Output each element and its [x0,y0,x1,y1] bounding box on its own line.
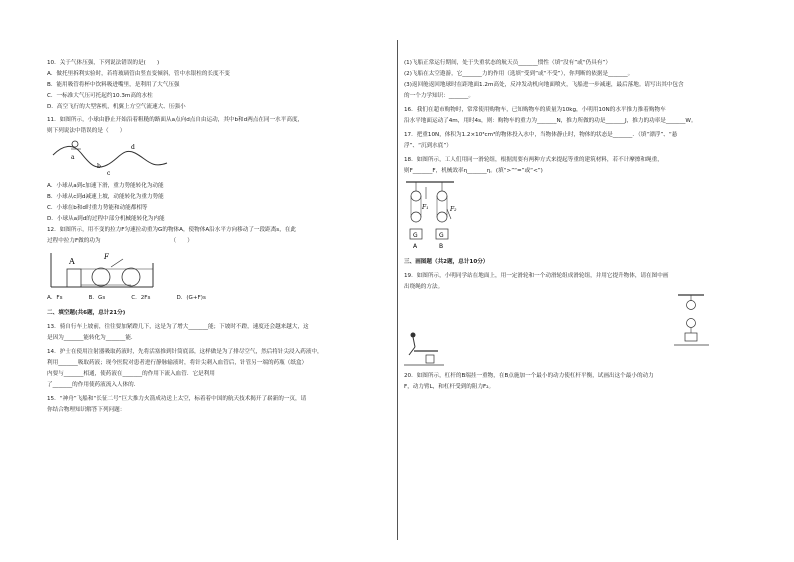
q10-stem: 10．关于气体压强，下列说法错误的是( ) [47,60,160,66]
q11-stem-2: 则下列说法中错误的是（ ） [47,128,126,134]
q17-line-1: 17．把重10N，体积为1.2×10³cm³的物体投入水中，当物体静止时，物体的状态是_______．（填“漂浮”、“悬 [404,132,678,138]
person-body [413,337,415,347]
question-18 [404,155,747,251]
q12-options [47,293,392,304]
q18-line-2: 则F_______F，机械效率η_______η。(填“>”“=”或“<”) [404,168,543,174]
q17-line-2: 浮”、“沉到水底”） [404,143,452,149]
weight-a-g-label: G [413,232,418,239]
weight-b-g-label: G [439,232,444,239]
load-box [685,333,697,341]
q16-line-2: 沿水平地面运动了4m，用时4s，则：购物车的重力为_______N，推力所做的功是_______J，推力的功率是_______W。 [404,118,697,124]
question-12 [47,225,392,304]
force-f1-label: F₁ [422,204,429,211]
question-14 [47,347,392,391]
q11-option-d: D．小球从a到d的过程中部分机械能转化为内能 [47,216,165,222]
q12-option-d: D．(G+F)s [176,295,206,301]
q14-line-1: 14．护士在使用注射器吸取药液时，先将活塞推到针筒底部，这样做是为了排尽空气，然后将针尖浸入药液中， [47,349,323,355]
question-13 [47,322,392,344]
label-b: B [439,243,444,250]
pulley-a-bottom [411,212,421,222]
moving-pulley [687,319,696,328]
lever-weight [426,355,434,363]
moving-pulley [92,268,110,286]
q12-option-b: B．Gs [88,295,106,301]
point-b-label: b [97,163,101,170]
q13-line-2: 是因为_______能转化为_______能． [47,335,137,341]
q15-part-1: (1)飞船正常运行期间，处于失重状态的航天员_______惯性（填“没有”或“仍具有”） [404,60,611,66]
point-c-label: c [107,170,111,177]
point-d-label: d [131,144,135,151]
block-a [67,269,81,287]
q19-line-1: 19．如图所示，小明同学站在地面上，用一定滑轮和一个动滑轮组成滑轮组，并用它提升物体，请在图中画 [404,273,669,279]
q14-line-4: 了_______的作用使药液流入人体的． [47,382,140,388]
q11-wavy-road-figure [51,139,171,179]
pulley-a-top [411,191,421,201]
question-10 [47,58,392,113]
q20-line-2: F，动力臂L，和杠杆受到的阻力F₂。 [404,384,495,390]
q15-line-1: 15．“神舟”飞船和“长征二号”巨大推力火箭成功送上太空，标着着中国的航天技术揭开了崭新的一页，请 [47,396,307,402]
question-16 [404,105,747,127]
q10-option-b: B．能用吸管将杯中饮料吸进嘴里，是利用了大气压强 [47,82,180,88]
right-column [404,58,747,393]
pulley-b-bottom [437,212,447,222]
force-f2-label: F₂ [450,206,457,213]
question-15 [47,394,392,416]
q14-line-3: 内要与_______相通，使药液在_______的作用下流入血管．它是利用 [47,371,215,377]
q12-option-c: C．2Fs [131,295,151,301]
q15-line-2: 你结合物理知识解答下列问题： [47,407,126,413]
q20-line-1: 20．如图所示，杠杆的B端挂一重物，在B点施加一个最小的动力使杠杆平衡，试画出这个最小的动力 [404,373,654,379]
q12-option-a: A．Fs [47,295,63,301]
column-divider [397,40,398,540]
q11-option-b: B．小球从c到d减速上坡，动能转化为重力势能 [47,194,164,200]
section-3-heading: 三、画图题（共2题，总计10分） [404,259,489,265]
q10-option-c: C．一标准大气压可托起约10.3m高的水柱 [47,93,153,99]
q19-figure [404,293,747,371]
q11-stem-1: 11．如图所示，小球由静止开始沿着粗糙的路面从a点向d点自由运动，其中b和d两点在同一水平高度， [47,117,304,123]
q12-stem-1: 12．如图所示，用不变的拉力F匀速拉动重为G的物体A，使物体A沿水平方向移动了一段距离s，在此 [47,227,296,233]
q18-line-1: 18．如图所示，工人们用同一滑轮组，根据需要有两种方式来提起等重的建筑材料，若不计摩擦和绳重， [404,157,663,163]
section-2-heading: 二、填空题(共6题，总计21分) [47,310,126,316]
q15-part-2: (2)飞船在太空遨游，它_______力的作用（选填“受到”或“不受”），你判断的依据是_______。 [404,71,634,77]
person-head [411,333,416,338]
left-column [47,58,392,416]
q19-line-2: 出绕绳的方法。 [404,284,444,290]
q18-pulley-figure [404,179,474,251]
label-a: A [413,243,418,250]
q15-part-3-cont: 的一个力学知识：_______。 [404,93,474,99]
fixed-pulley [122,268,140,286]
q14-line-2: 利用_______吸取药液；现今医院对患者进行静脉输液时，将针尖刺入血管后，针管另一端的药瓶（纸盒） [47,360,308,366]
point-a-label: a [71,154,75,161]
q13-line-1: 13．骑自行车上坡前，往往要加紧蹬几下，这是为了增大_______能；下坡时不蹬，速度还会越来越大，这 [47,324,309,330]
q11-option-a: A．小球从a到c加速下滑，重力势能转化为动能 [47,183,164,189]
q15-part-3: (3)返回舱返回地球时在距地面1.2m高处，反冲发动机向地面喷火，飞船进一步减速，最后落地。请写出其中包含 [404,82,684,88]
question-20 [404,371,747,393]
force-f-label: F [104,253,109,261]
force-arrow [111,259,123,267]
q10-option-d: D．高空飞行的大型客机，机翼上方空气流速大、压强小 [47,104,186,110]
question-19 [404,271,747,371]
question-17 [404,130,747,152]
block-a-label: A [69,257,75,266]
pulley-b-top [437,191,447,201]
fixed-pulley [687,301,696,310]
q10-option-a: A．做托里拆利实验时，若将玻璃管由竖直变倾斜，管中水银柱的长度不变 [47,71,230,77]
q12-pulley-figure [49,249,169,291]
q16-line-1: 16．我们在超市购物时，常常使用购物车，已知购物车的质量为10kg，小明用10N的水平推力推着购物车 [404,107,666,113]
ball [72,141,78,147]
question-11 [47,115,392,225]
q11-option-c: C．小球在b和d时重力势能和动能都相等 [47,205,148,211]
question-15-parts [404,58,747,102]
q12-stem-2: 过程中拉力F做的功为 （ ） [47,238,193,244]
